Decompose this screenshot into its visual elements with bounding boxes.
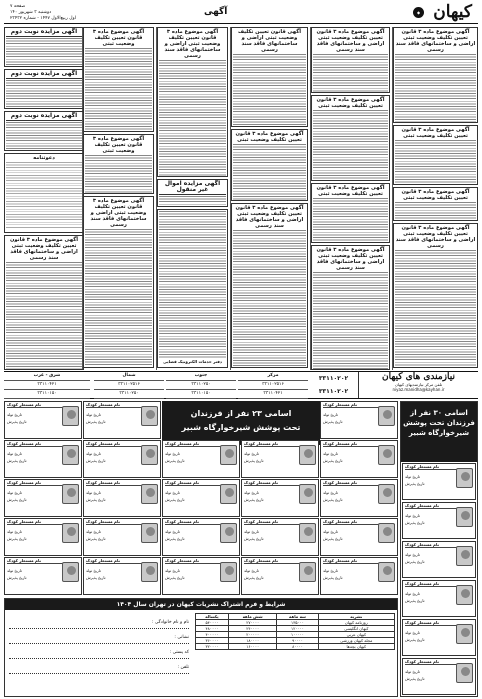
child-card bbox=[83, 518, 161, 556]
card-entry: تاریخ پذیرش bbox=[7, 458, 27, 463]
classified-phones-eastwest bbox=[4, 372, 90, 398]
table-cell: ۴۸۰۰۰۰ bbox=[196, 626, 229, 632]
table-cell: ۵۴۰۰۰۰ bbox=[196, 620, 229, 626]
child-card bbox=[162, 557, 240, 595]
child-photo bbox=[378, 562, 395, 582]
table-cell: ۱۲۰۰۰۰ bbox=[277, 626, 318, 632]
child-card bbox=[83, 401, 161, 439]
card-dob: تاریخ تولد bbox=[86, 490, 101, 495]
card-entry: تاریخ پذیرش bbox=[86, 458, 106, 463]
ad-title: آگهی مزایده نوبت دوم bbox=[6, 29, 82, 37]
card-label: نام مستعار کودک bbox=[244, 480, 316, 486]
child-card bbox=[320, 557, 398, 595]
region-label: جنوب bbox=[166, 372, 236, 381]
card-entry: تاریخ پذیرش bbox=[244, 575, 264, 580]
table-cell: ۲۴۰۰۰۰ bbox=[228, 626, 277, 632]
ad-column-3 bbox=[230, 27, 308, 370]
ad-title: آگهی موضوع ماده ۳ قانون تعیین تکلیف وضعیت ثبتی bbox=[92, 29, 145, 47]
ad-notice bbox=[393, 187, 478, 221]
card-label: نام مستعار کودک bbox=[405, 659, 473, 665]
child-card bbox=[241, 440, 319, 478]
child-photo bbox=[62, 562, 79, 582]
ad-column-5 bbox=[82, 27, 154, 370]
table-header: سه ماهه bbox=[277, 614, 318, 620]
child-photo bbox=[62, 406, 79, 426]
card-label: نام مستعار کودک bbox=[86, 519, 158, 525]
ad-auction bbox=[4, 69, 84, 109]
card-dob: تاریخ تولد bbox=[405, 591, 420, 596]
ad-title: آگهی موضوع ماده ۳ قانون تعیین تکلیف وضعیت ثبتی اراضی و ساختمانهای فاقد سند رسمی bbox=[235, 205, 304, 229]
card-entry: تاریخ پذیرش bbox=[405, 637, 425, 642]
ad-title: آگهی موضوع ماده ۳ قانون تعیین تکلیف وضعیت ثبتی اراضی و ساختمانهای فاقد سند رسمی bbox=[10, 237, 78, 261]
ad-title: دعوتنامه bbox=[33, 155, 55, 161]
card-entry: تاریخ پذیرش bbox=[7, 419, 27, 424]
card-entry: تاریخ پذیرش bbox=[165, 575, 185, 580]
card-label: نام مستعار کودک bbox=[405, 620, 473, 626]
classified-phones-north bbox=[94, 372, 164, 398]
card-label: نام مستعار کودک bbox=[7, 519, 79, 525]
table-cell: روزنامه کیهان bbox=[318, 620, 394, 626]
ad-title: آگهی مزایده نوبت دوم bbox=[6, 113, 82, 121]
card-dob: تاریخ تولد bbox=[165, 490, 180, 495]
ad-title: آگهی موضوع ماده ۳ قانون تعیین تکلیف وضعیت ثبتی bbox=[235, 131, 304, 143]
card-dob: تاریخ تولد bbox=[405, 669, 420, 674]
card-dob: تاریخ تولد bbox=[405, 513, 420, 518]
child-card bbox=[162, 518, 240, 556]
card-dob: تاریخ تولد bbox=[405, 552, 420, 557]
card-entry: تاریخ پذیرش bbox=[7, 497, 27, 502]
card-entry: تاریخ پذیرش bbox=[165, 536, 185, 541]
phone-number: ۳۳۱۱۰۴۲۱ bbox=[4, 381, 90, 390]
form-field[interactable]: نام و نام خانوادگی : bbox=[9, 617, 189, 629]
child-photo bbox=[141, 484, 158, 504]
table-header: شش ماهه bbox=[228, 614, 277, 620]
card-dob: تاریخ تولد bbox=[323, 568, 338, 573]
child-photo bbox=[62, 484, 79, 504]
card-dob: تاریخ تولد bbox=[165, 451, 180, 456]
phone-number: ۳۳۱۱۰۱۵۰ bbox=[166, 390, 236, 399]
card-entry: تاریخ پذیرش bbox=[405, 559, 425, 564]
card-label: نام مستعار کودک bbox=[405, 503, 473, 509]
ad-notice bbox=[83, 196, 154, 368]
ad-column-4 bbox=[156, 27, 228, 370]
child-card bbox=[162, 479, 240, 517]
child-photo bbox=[456, 585, 473, 605]
child-photo bbox=[299, 445, 316, 465]
card-label: نام مستعار کودک bbox=[7, 402, 79, 408]
card-entry: تاریخ پذیرش bbox=[405, 520, 425, 525]
children-card-grid bbox=[4, 401, 400, 597]
child-card bbox=[402, 502, 476, 539]
classified-phone-main: ۳۳۱۱۰۲۰۲ ۳۳۱۱۰۲۰۲ bbox=[318, 375, 349, 395]
table-cell: کیهان عربی bbox=[318, 632, 394, 638]
child-card bbox=[4, 479, 82, 517]
subscription-table bbox=[195, 613, 395, 650]
phone-number: ۳۳۱۱۰۲۵۰ bbox=[94, 390, 164, 399]
table-row bbox=[196, 644, 395, 650]
form-field[interactable]: نشانی : bbox=[9, 632, 189, 644]
child-card bbox=[320, 479, 398, 517]
card-dob: تاریخ تولد bbox=[165, 568, 180, 573]
ad-notice bbox=[311, 245, 390, 370]
card-dob: تاریخ تولد bbox=[244, 451, 259, 456]
child-photo bbox=[299, 562, 316, 582]
table-cell: مجله کیهان ورزشی bbox=[318, 638, 394, 644]
card-entry: تاریخ پذیرش bbox=[323, 575, 343, 580]
child-card bbox=[83, 557, 161, 595]
section-title: آگهی bbox=[204, 7, 228, 17]
table-cell: ۲۷۰۰۰۰ bbox=[228, 620, 277, 626]
page-number: صفحه ۷ bbox=[10, 4, 26, 9]
child-photo bbox=[456, 624, 473, 644]
child-card bbox=[320, 440, 398, 478]
child-photo bbox=[62, 445, 79, 465]
card-dob: تاریخ تولد bbox=[405, 474, 420, 479]
child-photo bbox=[378, 523, 395, 543]
phone-number: ۳۳۱۱۰۲۵۱۶ bbox=[238, 381, 308, 390]
classified-email[interactable]: niyaz.manidha@kayhan.ir bbox=[392, 387, 445, 392]
card-entry: تاریخ پذیرش bbox=[86, 497, 106, 502]
classified-phones-center bbox=[238, 372, 308, 398]
table-cell: ۱۳۵۰۰۰ bbox=[277, 620, 318, 626]
card-dob: تاریخ تولد bbox=[244, 529, 259, 534]
card-dob: تاریخ تولد bbox=[323, 529, 338, 534]
child-card bbox=[162, 440, 240, 478]
child-card bbox=[4, 557, 82, 595]
card-label: نام مستعار کودک bbox=[323, 402, 395, 408]
child-photo bbox=[220, 523, 237, 543]
child-card bbox=[402, 619, 476, 656]
subscription-banner: شرایط و فرم اشتراک نشریات کیهان در تهران سال ۱۴۰۴ bbox=[5, 599, 397, 610]
ad-title: آگهی موضوع ماده ۳ قانون تعیین تکلیف وضعیت ثبتی bbox=[316, 185, 385, 197]
ad-notice bbox=[311, 183, 390, 243]
card-entry: تاریخ پذیرش bbox=[323, 536, 343, 541]
card-label: نام مستعار کودک bbox=[405, 542, 473, 548]
ad-notice bbox=[393, 27, 478, 123]
table-header: نشریه bbox=[318, 614, 394, 620]
ad-title: آگهی موضوع ماده ۳ قانون تعیین تکلیف وضعیت ثبتی bbox=[316, 97, 385, 109]
masthead bbox=[4, 2, 478, 24]
table-cell: ۳۶۰۰۰۰ bbox=[196, 638, 229, 644]
card-entry: تاریخ پذیرش bbox=[405, 598, 425, 603]
card-dob: تاریخ تولد bbox=[86, 529, 101, 534]
child-card bbox=[241, 479, 319, 517]
card-label: نام مستعار کودک bbox=[244, 441, 316, 447]
ad-notice bbox=[231, 27, 308, 127]
classified-logo-box bbox=[358, 372, 478, 398]
card-label: نام مستعار کودک bbox=[244, 558, 316, 564]
child-photo bbox=[141, 445, 158, 465]
card-entry: تاریخ پذیرش bbox=[7, 536, 27, 541]
card-label: نام مستعار کودک bbox=[323, 441, 395, 447]
table-cell: ۹۰۰۰۰ bbox=[277, 638, 318, 644]
table-cell: ۸۰۰۰۰ bbox=[277, 644, 318, 650]
child-photo bbox=[141, 562, 158, 582]
region-label: شمال bbox=[94, 372, 164, 381]
ad-title: آگهی مزایده اموال غیر منقول bbox=[159, 181, 226, 195]
card-entry: تاریخ پذیرش bbox=[86, 536, 106, 541]
ad-notice bbox=[311, 27, 390, 93]
card-label: نام مستعار کودک bbox=[405, 581, 473, 587]
child-card bbox=[402, 541, 476, 578]
ad-invitation bbox=[4, 153, 84, 233]
ad-notice bbox=[157, 27, 228, 177]
card-dob: تاریخ تولد bbox=[86, 412, 101, 417]
child-photo bbox=[299, 484, 316, 504]
child-card bbox=[320, 401, 398, 439]
table-cell: کیهان بچه‌ها bbox=[318, 644, 394, 650]
kayhan-logo: کیهان bbox=[433, 2, 472, 22]
child-photo bbox=[220, 445, 237, 465]
child-photo bbox=[378, 484, 395, 504]
child-card bbox=[83, 479, 161, 517]
issue-meta bbox=[10, 4, 76, 22]
form-field[interactable]: تلفن : bbox=[9, 662, 189, 674]
ad-title: آگهی مزایده نوبت دوم bbox=[6, 71, 82, 79]
ad-auction bbox=[4, 111, 84, 151]
card-label: نام مستعار کودک bbox=[7, 480, 79, 486]
card-entry: تاریخ پذیرش bbox=[405, 676, 425, 681]
classified-subtitle: تلفن مرکز نیازمندیهای کیهان bbox=[394, 382, 443, 387]
kayhan-emblem-icon: ◆ bbox=[413, 7, 424, 18]
ad-notice bbox=[231, 203, 308, 368]
right-orphan-column bbox=[400, 401, 478, 697]
card-label: نام مستعار کودک bbox=[405, 464, 473, 470]
ad-title: آگهی موضوع ماده ۳ قانون تعیین تکلیف وضعیت ثبتی bbox=[401, 189, 470, 201]
card-label: نام مستعار کودک bbox=[323, 480, 395, 486]
child-photo bbox=[141, 406, 158, 426]
ad-notice bbox=[83, 134, 154, 194]
classified-phones-south bbox=[166, 372, 236, 398]
card-label: نام مستعار کودک bbox=[323, 519, 395, 525]
card-entry: تاریخ پذیرش bbox=[7, 575, 27, 580]
table-cell: کیهان انگلیسی bbox=[318, 626, 394, 632]
phone-number: ۳۳۱۱۰۱۵۰ bbox=[4, 390, 90, 399]
card-label: نام مستعار کودک bbox=[165, 558, 237, 564]
ad-notice bbox=[83, 27, 154, 132]
table-cell: ۱۰۰۰۰۰ bbox=[277, 632, 318, 638]
card-dob: تاریخ تولد bbox=[7, 490, 22, 495]
phone-number: ۳۳۱۱۰۲۵۰ bbox=[166, 381, 236, 390]
table-cell: ۱۸۰۰۰۰ bbox=[228, 638, 277, 644]
card-dob: تاریخ تولد bbox=[405, 630, 420, 635]
ad-title: آگهی موضوع ماده ۳ قانون تعیین تکلیف وضعیت ثبتی اراضی و ساختمانهای فاقد سند رسمی bbox=[316, 247, 385, 271]
card-label: نام مستعار کودک bbox=[323, 558, 395, 564]
child-card bbox=[241, 518, 319, 556]
card-label: نام مستعار کودک bbox=[7, 558, 79, 564]
ad-notice bbox=[393, 125, 478, 185]
ad-title: آگهی موضوع ماده ۳ قانون تعیین تکلیف وضعیت ثبتی اراضی و ساختمانهای فاقد سند رسمی bbox=[164, 29, 221, 59]
card-entry: تاریخ پذیرش bbox=[86, 419, 106, 424]
table-cell: ۴۰۰۰۰۰ bbox=[196, 632, 229, 638]
card-entry: تاریخ پذیرش bbox=[165, 458, 185, 463]
card-label: نام مستعار کودک bbox=[165, 480, 237, 486]
center-banner: اسامی ۲۳ نفر از فرزندان تحت پوشش شیرخوارگاه شبیر bbox=[162, 401, 320, 445]
card-entry: تاریخ پذیرش bbox=[86, 575, 106, 580]
child-photo bbox=[62, 523, 79, 543]
ad-title: آگهی موضوع ماده ۳ قانون تعیین تکلیف وضعیت ثبتی اراضی و ساختمانهای فاقد سند رسمی bbox=[316, 29, 385, 53]
child-card bbox=[83, 440, 161, 478]
right-banner: اسامی ۳۰ نفر از فرزندان تحت پوشش شیرخوارگاه شبیر bbox=[401, 402, 477, 462]
child-card bbox=[402, 658, 476, 695]
child-photo bbox=[378, 406, 395, 426]
card-dob: تاریخ تولد bbox=[244, 568, 259, 573]
card-label: نام مستعار کودک bbox=[86, 402, 158, 408]
classified-title: نیازمندی های کیهان bbox=[382, 372, 455, 382]
card-label: نام مستعار کودک bbox=[7, 441, 79, 447]
form-field[interactable]: کد پستی : bbox=[9, 647, 189, 659]
card-label: نام مستعار کودک bbox=[86, 441, 158, 447]
card-entry: تاریخ پذیرش bbox=[244, 536, 264, 541]
card-entry: تاریخ پذیرش bbox=[405, 481, 425, 486]
child-photo bbox=[299, 523, 316, 543]
card-dob: تاریخ تولد bbox=[323, 412, 338, 417]
card-dob: تاریخ تولد bbox=[86, 451, 101, 456]
ad-column-1 bbox=[392, 27, 478, 370]
table-cell: ۳۲۰۰۰۰ bbox=[196, 644, 229, 650]
card-dob: تاریخ تولد bbox=[7, 412, 22, 417]
ad-title: آگهی موضوع ماده ۳ قانون تعیین تکلیف وضعیت ثبتی اراضی و ساختمانهای فاقد سند رسمی bbox=[395, 29, 476, 53]
ad-title: آگهی موضوع ماده ۳ قانون تعیین تکلیف وضعیت ثبتی اراضی و ساختمانهای فاقد سند رسمی bbox=[395, 225, 476, 249]
card-label: نام مستعار کودک bbox=[244, 519, 316, 525]
table-header: یکساله bbox=[196, 614, 229, 620]
child-photo bbox=[456, 663, 473, 683]
card-entry: تاریخ پذیرش bbox=[165, 497, 185, 502]
ad-column-2 bbox=[310, 27, 390, 370]
child-card bbox=[4, 440, 82, 478]
ad-title: آگهی موضوع ماده ۳ قانون تعیین تکلیف وضعیت ثبتی اراضی و ساختمانهای فاقد سند رسمی bbox=[90, 198, 147, 228]
card-dob: تاریخ تولد bbox=[7, 568, 22, 573]
ad-notice bbox=[157, 209, 228, 368]
table-cell: ۲۰۰۰۰۰ bbox=[228, 632, 277, 638]
ad-title: آگهی موضوع ماده ۳ قانون تعیین تکلیف وضعیت ثبتی bbox=[401, 127, 470, 139]
child-card bbox=[4, 518, 82, 556]
ad-column-6 bbox=[4, 27, 84, 370]
card-entry: تاریخ پذیرش bbox=[323, 497, 343, 502]
issue-date: دوشنبه ۳ شهریور ۱۴۰ bbox=[10, 10, 52, 15]
card-label: نام مستعار کودک bbox=[86, 558, 158, 564]
issue-number: اول ربیع‌الاول ۱۴۴۷ - شماره ۲۳۴۳۲ bbox=[10, 16, 76, 21]
card-dob: تاریخ تولد bbox=[7, 529, 22, 534]
ad-auction bbox=[4, 27, 84, 67]
phone-number: ۳۳۱۱۰۲۵۱۶ bbox=[94, 381, 164, 390]
ad-title: آگهی قانون تعیین تکلیف وضعیت ثبتی اراضی و ساختمانهای فاقد سند رسمی bbox=[237, 29, 301, 53]
child-card bbox=[320, 518, 398, 556]
child-card bbox=[402, 463, 476, 500]
table-cell: ۱۶۰۰۰۰ bbox=[228, 644, 277, 650]
card-label: نام مستعار کودک bbox=[86, 480, 158, 486]
card-dob: تاریخ تولد bbox=[323, 451, 338, 456]
child-card bbox=[4, 401, 82, 439]
child-photo bbox=[456, 468, 473, 488]
region-label: شرق - غرب bbox=[4, 372, 90, 381]
card-label: نام مستعار کودک bbox=[165, 519, 237, 525]
card-dob: تاریخ تولد bbox=[323, 490, 338, 495]
card-label: نام مستعار کودک bbox=[165, 441, 237, 447]
region-label: مرکز bbox=[238, 372, 308, 381]
card-entry: تاریخ پذیرش bbox=[244, 458, 264, 463]
card-entry: تاریخ پذیرش bbox=[323, 458, 343, 463]
classified-strip bbox=[4, 371, 478, 399]
card-dob: تاریخ تولد bbox=[7, 451, 22, 456]
child-photo bbox=[378, 445, 395, 465]
card-dob: تاریخ تولد bbox=[165, 529, 180, 534]
ad-movables bbox=[157, 179, 228, 207]
child-photo bbox=[220, 562, 237, 582]
subscription-form bbox=[9, 617, 189, 677]
child-photo bbox=[456, 507, 473, 527]
ad-signature: دفتر خدمات الکترونیک قضایی bbox=[163, 359, 222, 364]
card-entry: تاریخ پذیرش bbox=[244, 497, 264, 502]
child-photo bbox=[456, 546, 473, 566]
ad-notice bbox=[393, 223, 478, 368]
child-card bbox=[402, 580, 476, 617]
card-dob: تاریخ تولد bbox=[244, 490, 259, 495]
phone-number: ۳۳۱۱۰۴۲۱ bbox=[238, 390, 308, 399]
ad-notice bbox=[4, 235, 84, 370]
child-photo bbox=[141, 523, 158, 543]
ad-notice bbox=[311, 95, 390, 181]
card-dob: تاریخ تولد bbox=[86, 568, 101, 573]
child-card bbox=[241, 557, 319, 595]
ad-title: آگهی موضوع ماده ۳ قانون تعیین تکلیف وضعیت ثبتی bbox=[92, 136, 145, 154]
ad-notice bbox=[231, 129, 308, 201]
subscription-section bbox=[4, 598, 398, 697]
card-entry: تاریخ پذیرش bbox=[323, 419, 343, 424]
child-photo bbox=[220, 484, 237, 504]
